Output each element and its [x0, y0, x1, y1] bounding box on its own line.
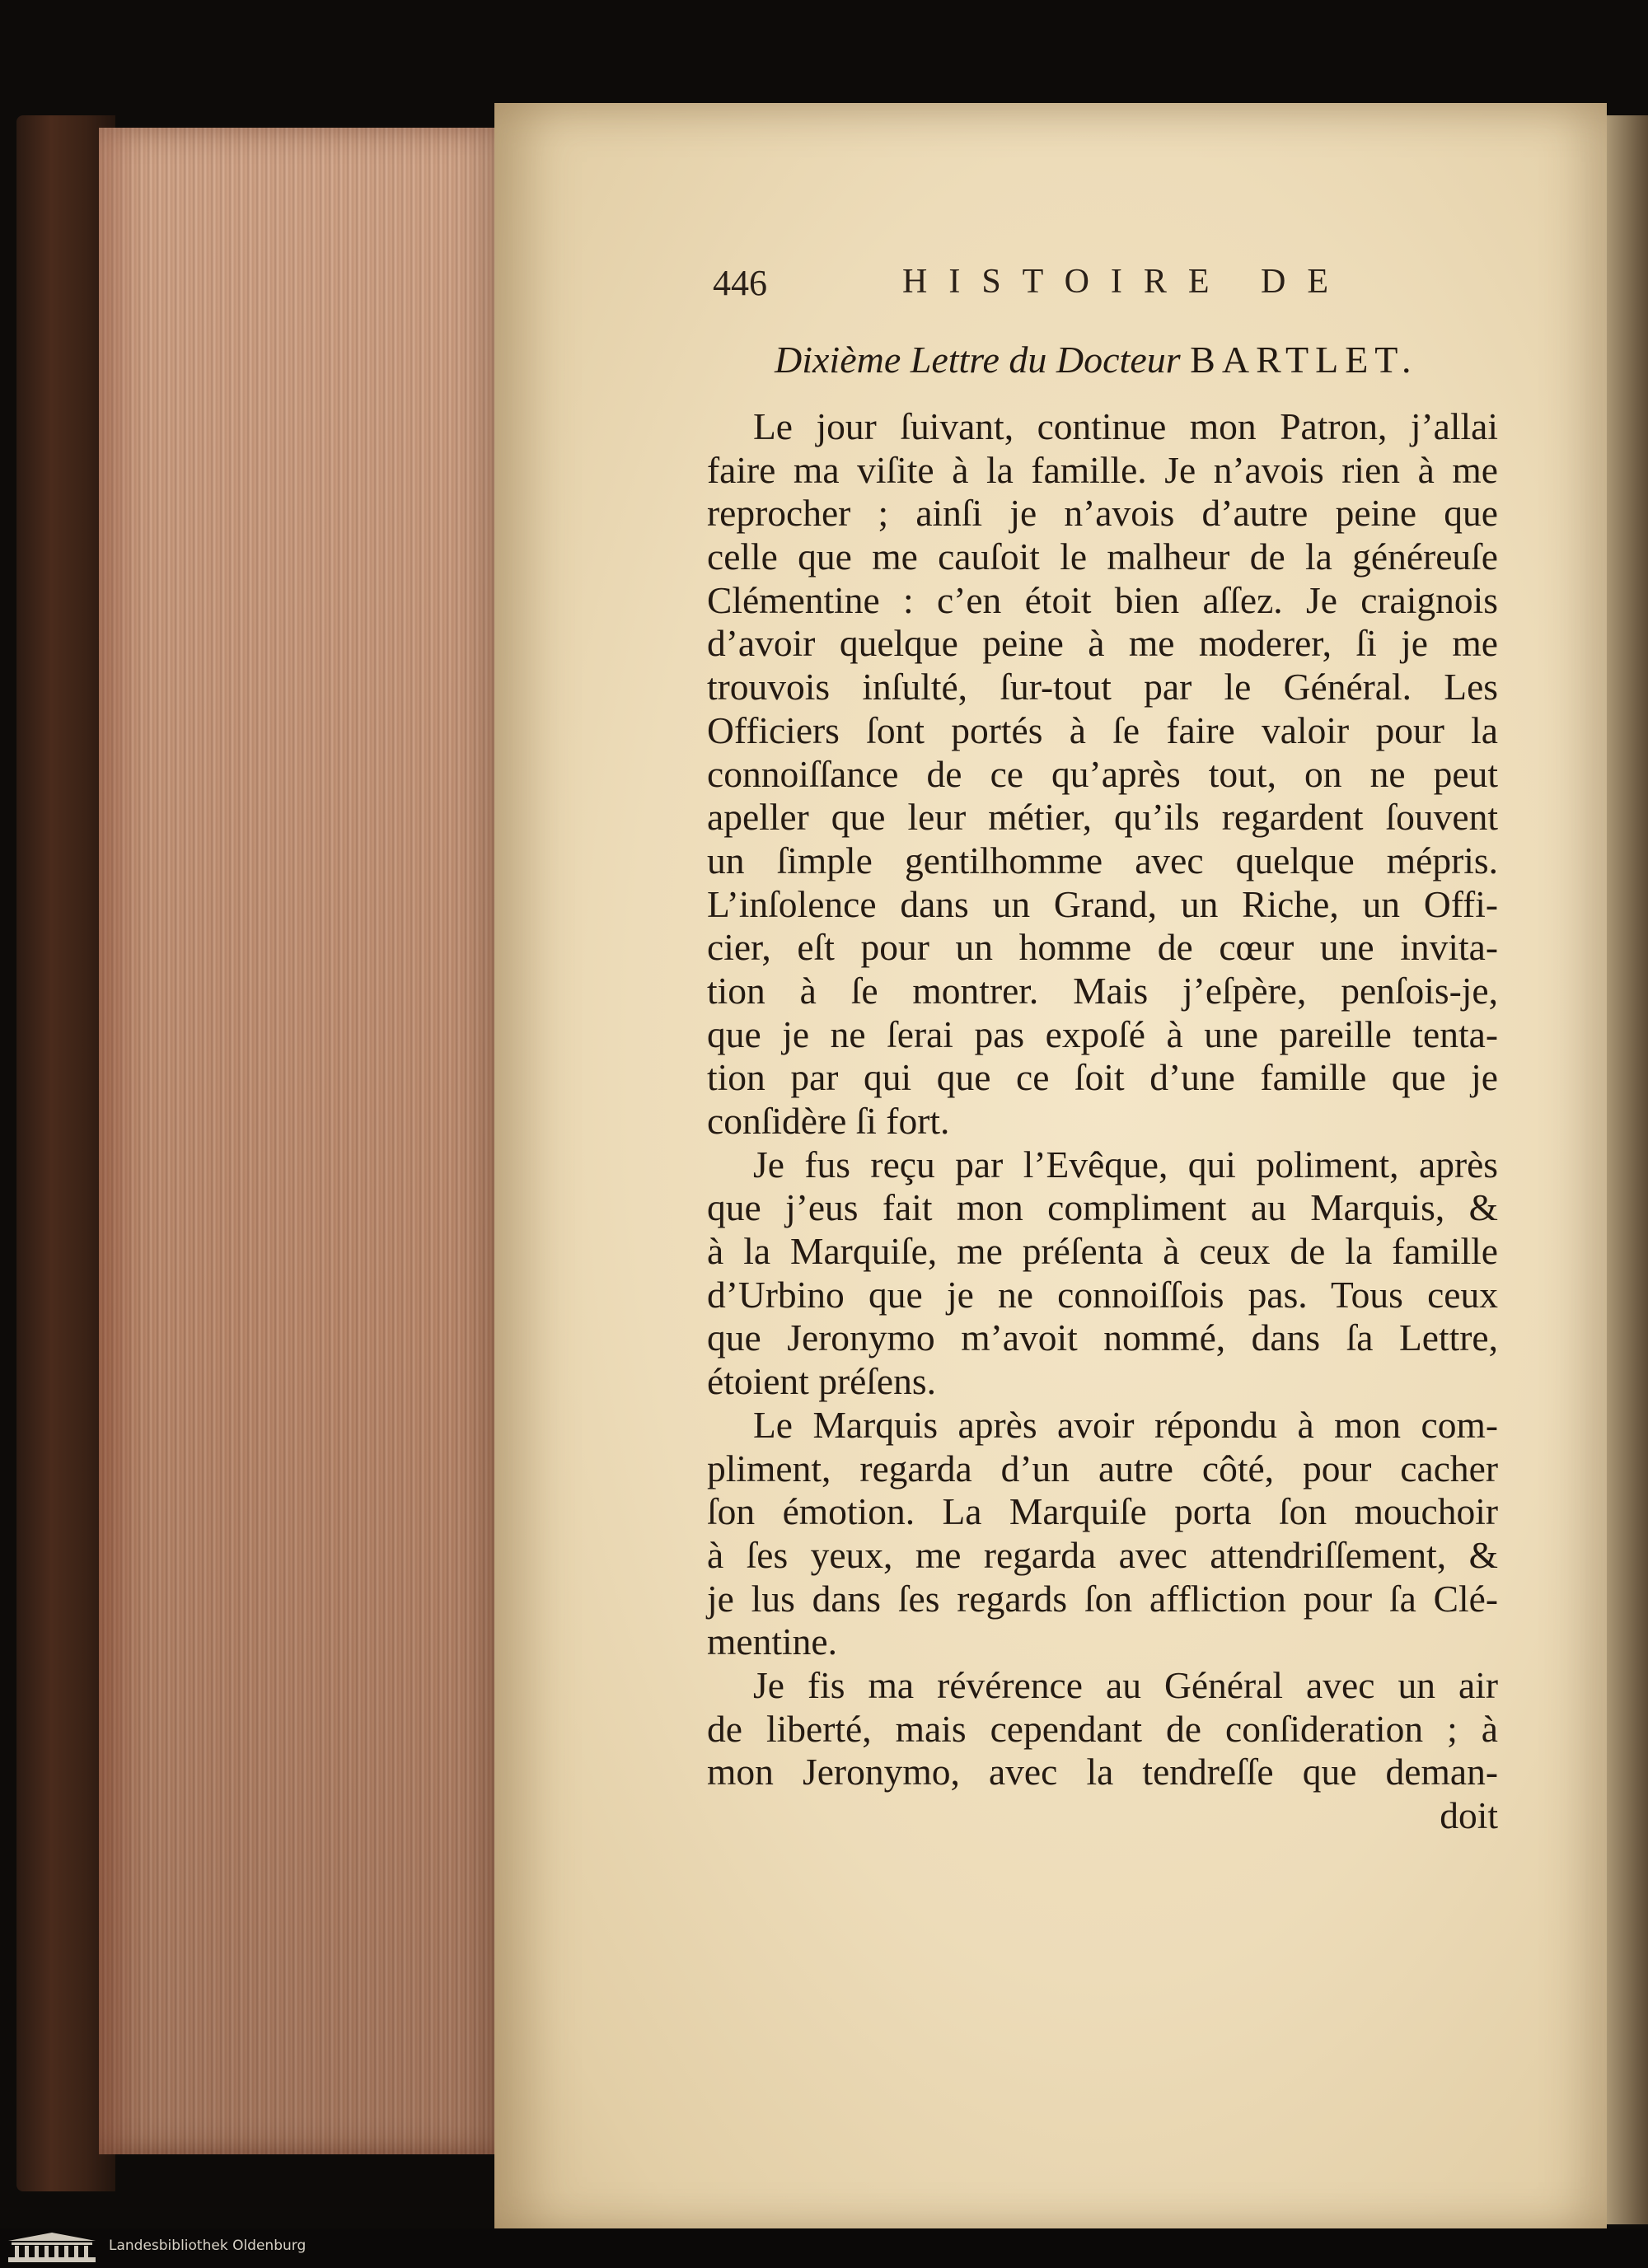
running-title: HISTOIRE DE: [902, 263, 1351, 301]
text-line: cier, eſt pour un homme de cœur une invita-: [707, 926, 1498, 969]
text-line: d’Urbino que je ne connoiſſois pas. Tous ceux: [707, 1273, 1498, 1316]
text-line: trouvois inſulté, ſur-tout par le Général. Les: [707, 666, 1498, 708]
library-name: Landesbibliothek Oldenburg: [109, 2238, 307, 2254]
text-line: d’avoir quelque peine à me moderer, ſi je me: [707, 622, 1498, 665]
text-line: que Jeronymo m’avoit nommé, dans ſa Lettre,: [707, 1316, 1498, 1359]
text-line: Clémentine : c’en étoit bien aſſez. Je craignois: [707, 578, 1498, 621]
text-line: je lus dans ſes regards ſon affliction pour ſa Clé-: [707, 1577, 1498, 1620]
text-line: Officiers ſont portés à ſe faire valoir pour la: [707, 708, 1498, 751]
letter-heading-author: BARTLET.: [1190, 339, 1418, 381]
library-building-icon: [7, 2231, 97, 2266]
page-edges-stack: [99, 128, 503, 2154]
catchword: doit: [1440, 1794, 1498, 1836]
text-line: que j’eus fait mon compliment au Marquis, &: [707, 1186, 1498, 1229]
text-line: faire ma viſite à la famille. Je n’avois rien à me: [707, 448, 1498, 491]
text-line: tion par qui que ce ſoit d’une famille que je: [707, 1056, 1498, 1099]
text-line: Le Marquis après avoir répondu à mon com-: [753, 1403, 1498, 1446]
body-text: [707, 405, 1498, 1838]
text-line: Je fus reçu par l’Evêque, qui poliment, après: [753, 1143, 1498, 1185]
text-line: mon Jeronymo, avec la tendreſſe que deman-: [707, 1751, 1498, 1793]
text-line: à ſes yeux, me regarda avec attendriſſement, &: [707, 1533, 1498, 1576]
text-line: connoiſſance de ce qu’après tout, on ne peut: [707, 752, 1498, 795]
text-line: reprocher ; ainſi je n’avois d’autre peine que: [707, 492, 1498, 535]
text-line: de liberté, mais cependant de conſideration ; à: [707, 1707, 1498, 1750]
text-line: conſidère ſi fort.: [707, 1100, 950, 1142]
text-line: tion à ſe montrer. Mais j’eſpère, penſois-je,: [707, 969, 1498, 1012]
text-line: apeller que leur métier, qu’ils regardent ſouvent: [707, 796, 1498, 839]
text-line: mentine.: [707, 1620, 837, 1663]
text-line: que je ne ſerai pas expoſé à une pareille tenta-: [707, 1012, 1498, 1055]
text-line: ſon émotion. La Marquiſe porta ſon mouchoir: [707, 1490, 1498, 1533]
text-line: Je fis ma révérence au Général avec un air: [753, 1663, 1498, 1706]
text-line: L’inſolence dans un Grand, un Riche, un Offi-: [707, 882, 1498, 925]
running-head: [713, 262, 1372, 311]
text-line: celle que me cauſoit le malheur de la généreuſe: [707, 535, 1498, 578]
text-line: un ſimple gentilhomme avec quelque mépris.: [707, 839, 1498, 881]
letter-heading-italic: Dixième Lettre du Docteur: [775, 339, 1191, 381]
text-line: pliment, regarda d’un autre côté, pour cacher: [707, 1447, 1498, 1489]
letter-heading: [775, 338, 1417, 381]
page-number: 446: [713, 263, 767, 303]
text-line: à la Marquiſe, me préſenta à ceux de la famille: [707, 1230, 1498, 1273]
text-line: étoient préſens.: [707, 1360, 936, 1403]
text-line: Le jour ſuivant, continue mon Patron, j’allai: [753, 405, 1498, 447]
